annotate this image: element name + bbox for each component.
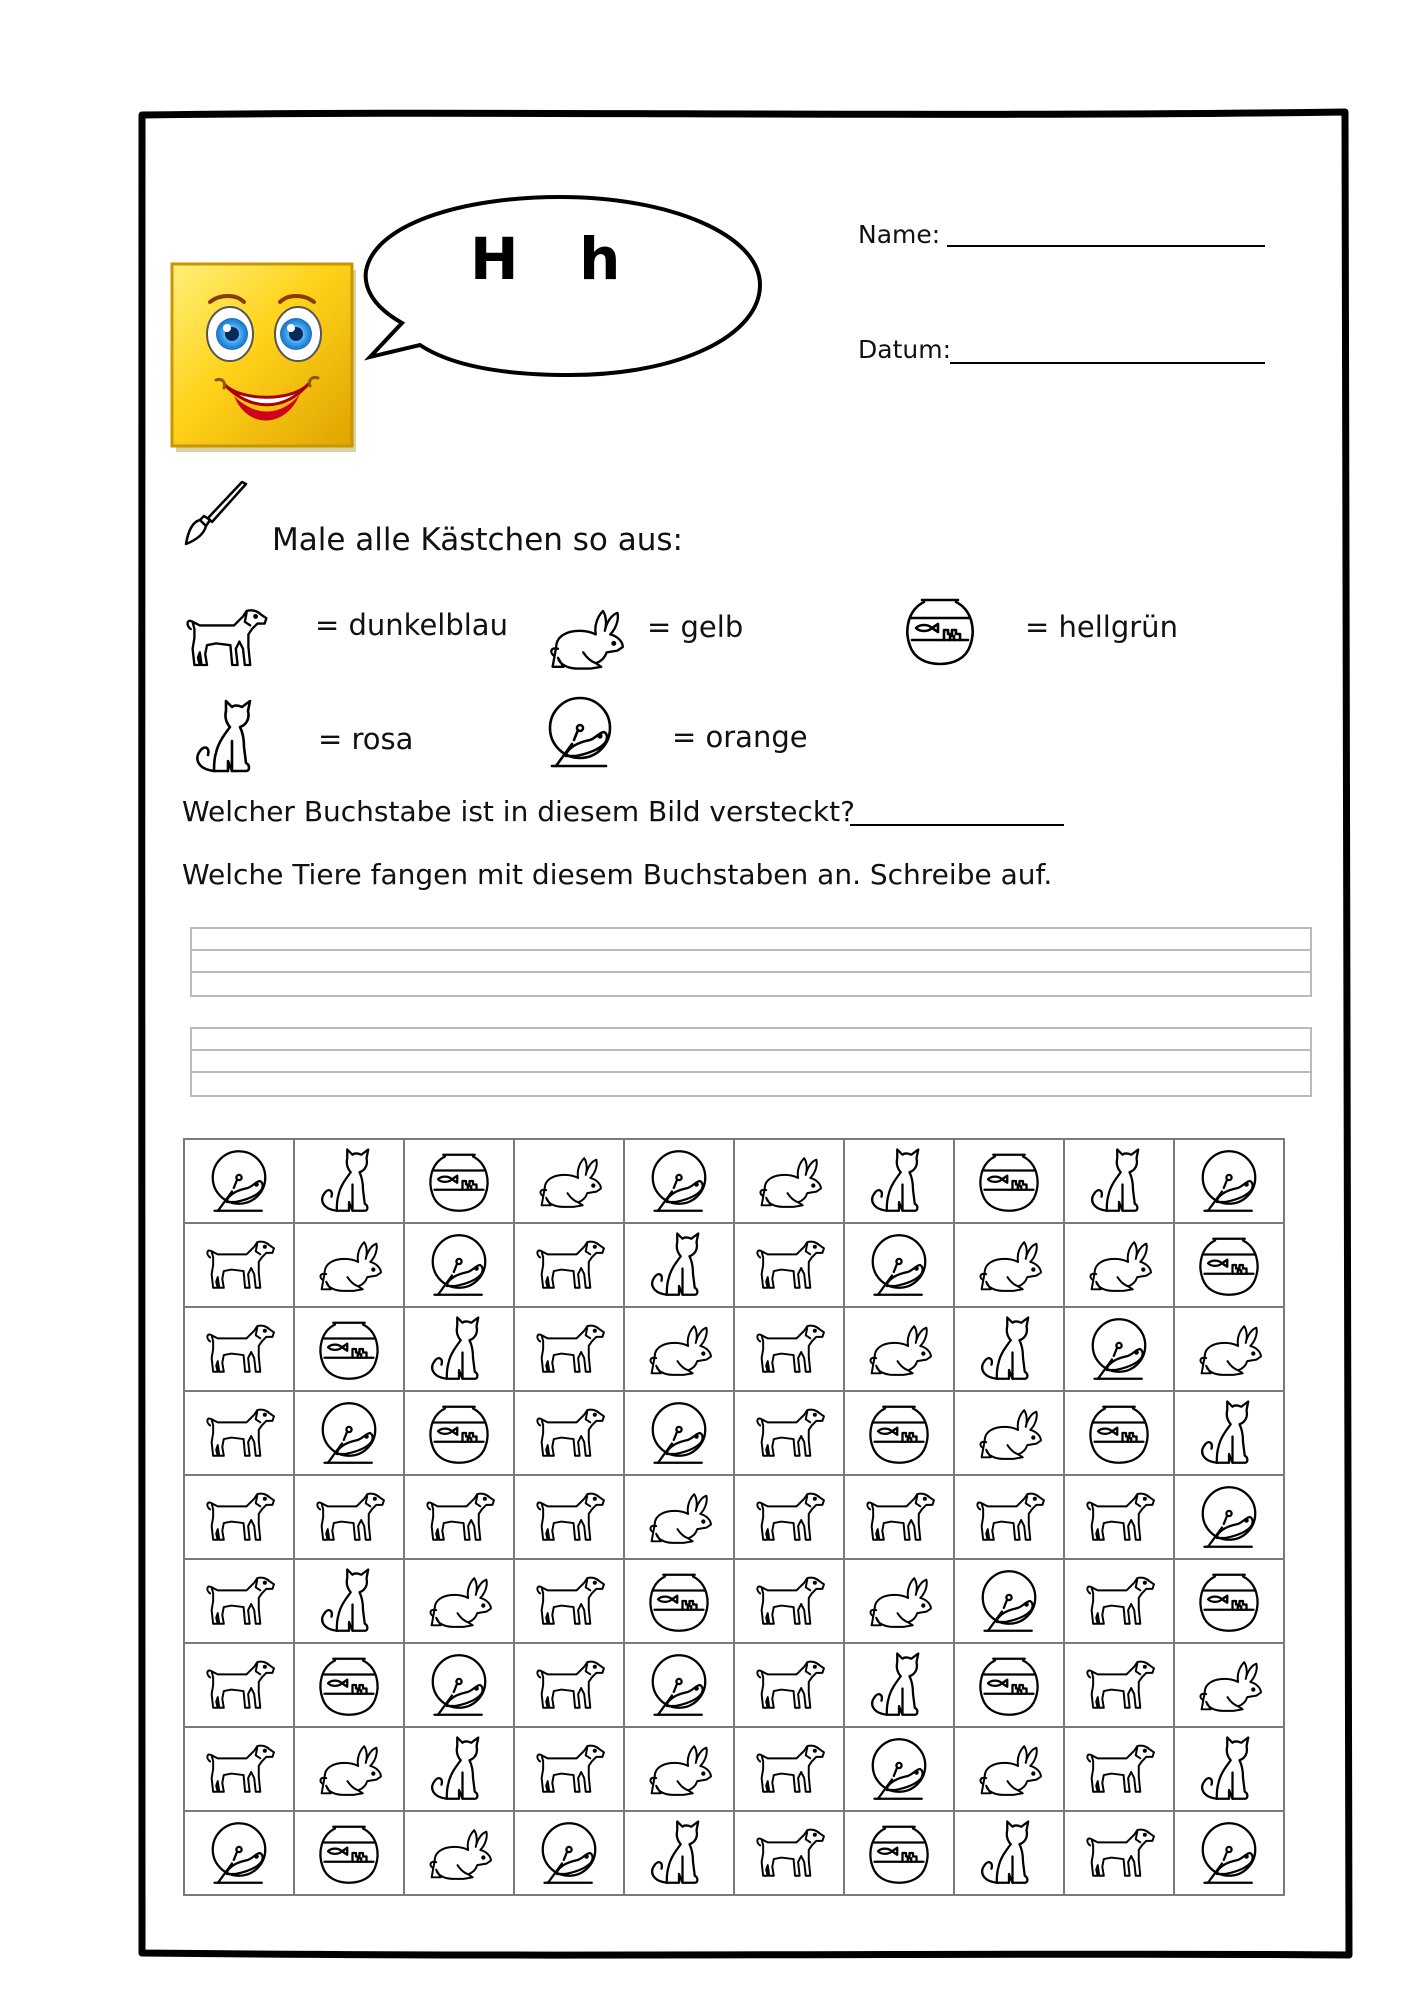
fishbowl-icon <box>311 1314 387 1384</box>
grid-cell-hamster-wheel[interactable] <box>624 1643 734 1727</box>
grid-cell-dog[interactable] <box>1064 1643 1174 1727</box>
grid-cell-hamster-wheel[interactable] <box>404 1643 514 1727</box>
dog-icon <box>751 1650 827 1720</box>
rabbit-icon <box>861 1566 937 1636</box>
grid-cell-fishbowl[interactable] <box>404 1139 514 1223</box>
rabbit-icon <box>1081 1230 1157 1300</box>
grid-cell-dog[interactable] <box>514 1223 624 1307</box>
grid-cell-dog[interactable] <box>954 1475 1064 1559</box>
grid-cell-rabbit[interactable] <box>624 1475 734 1559</box>
cat-icon <box>1191 1734 1267 1804</box>
dog-icon <box>201 1482 277 1552</box>
legend-rabbit-text: = gelb <box>647 610 744 644</box>
cat-icon <box>641 1230 717 1300</box>
cat-icon <box>861 1650 937 1720</box>
rabbit-icon <box>971 1398 1047 1468</box>
cat-icon <box>1081 1146 1157 1216</box>
grid-cell-dog[interactable] <box>1064 1559 1174 1643</box>
rabbit-icon <box>531 1146 607 1216</box>
grid-cell-rabbit[interactable] <box>294 1727 404 1811</box>
grid-cell-dog[interactable] <box>184 1559 294 1643</box>
dog-icon <box>201 1398 277 1468</box>
grid-cell-hamster-wheel[interactable] <box>954 1559 1064 1643</box>
grid-cell-fishbowl[interactable] <box>1174 1223 1284 1307</box>
grid-cell-fishbowl[interactable] <box>1064 1391 1174 1475</box>
grid-cell-dog[interactable] <box>514 1727 624 1811</box>
fishbowl-icon <box>641 1566 717 1636</box>
fishbowl-icon <box>971 1146 1047 1216</box>
grid-cell-fishbowl[interactable] <box>294 1643 404 1727</box>
hamster-wheel-icon <box>971 1566 1047 1636</box>
grid-cell-cat[interactable] <box>954 1307 1064 1391</box>
hamster-wheel-icon <box>1081 1314 1157 1384</box>
rabbit-icon <box>971 1734 1047 1804</box>
grid-cell-dog[interactable] <box>844 1475 954 1559</box>
dog-icon <box>861 1482 937 1552</box>
grid-cell-dog[interactable] <box>184 1475 294 1559</box>
datum-input-line[interactable] <box>950 362 1265 364</box>
grid-cell-hamster-wheel[interactable] <box>624 1139 734 1223</box>
rabbit-icon <box>311 1230 387 1300</box>
rabbit-icon <box>1191 1650 1267 1720</box>
rabbit-icon <box>971 1230 1047 1300</box>
hamster-wheel-icon <box>1191 1482 1267 1552</box>
grid-cell-hamster-wheel[interactable] <box>1064 1307 1174 1391</box>
grid-row <box>184 1391 1284 1475</box>
grid-cell-dog[interactable] <box>1064 1475 1174 1559</box>
hamster-wheel-icon <box>311 1398 387 1468</box>
dog-icon <box>531 1230 607 1300</box>
dog-icon <box>751 1734 827 1804</box>
question-animals: Welche Tiere fangen mit diesem Buchstaben an. Schreibe auf. <box>182 858 1053 891</box>
grid-row <box>184 1307 1284 1391</box>
dog-icon <box>311 1482 387 1552</box>
grid-row <box>184 1643 1284 1727</box>
grid-cell-rabbit[interactable] <box>514 1139 624 1223</box>
grid-cell-rabbit[interactable] <box>1174 1307 1284 1391</box>
hamster-wheel-icon <box>201 1818 277 1888</box>
grid-cell-dog[interactable] <box>404 1475 514 1559</box>
dog-icon <box>531 1734 607 1804</box>
grid-cell-rabbit[interactable] <box>404 1811 514 1895</box>
grid-cell-rabbit[interactable] <box>1064 1223 1174 1307</box>
smiley-mascot-image <box>170 262 360 455</box>
grid-cell-hamster-wheel[interactable] <box>844 1223 954 1307</box>
fishbowl-icon <box>1081 1398 1157 1468</box>
dog-icon <box>201 1230 277 1300</box>
dog-icon <box>201 1650 277 1720</box>
grid-cell-dog[interactable] <box>734 1727 844 1811</box>
grid-cell-dog[interactable] <box>514 1643 624 1727</box>
grid-cell-dog[interactable] <box>734 1811 844 1895</box>
dog-icon <box>180 598 270 678</box>
grid-cell-hamster-wheel[interactable] <box>1174 1811 1284 1895</box>
hamster-wheel-icon <box>421 1650 497 1720</box>
grid-cell-fishbowl[interactable] <box>404 1391 514 1475</box>
grid-cell-hamster-wheel[interactable] <box>844 1727 954 1811</box>
hamster-wheel-icon <box>201 1146 277 1216</box>
grid-cell-dog[interactable] <box>514 1559 624 1643</box>
grid-cell-dog[interactable] <box>514 1391 624 1475</box>
grid-cell-fishbowl[interactable] <box>844 1811 954 1895</box>
fishbowl-icon <box>1191 1230 1267 1300</box>
dog-icon <box>201 1314 277 1384</box>
grid-cell-dog[interactable] <box>734 1475 844 1559</box>
legend-dog-text: = dunkelblau <box>315 608 508 642</box>
grid-row <box>184 1223 1284 1307</box>
grid-cell-dog[interactable] <box>734 1307 844 1391</box>
cat-icon <box>971 1818 1047 1888</box>
grid-cell-cat[interactable] <box>294 1559 404 1643</box>
hamster-wheel-icon <box>861 1734 937 1804</box>
writing-lines-1[interactable] <box>190 927 1312 997</box>
coloring-grid <box>183 1138 1285 1896</box>
dog-icon <box>1081 1482 1157 1552</box>
grid-cell-dog[interactable] <box>184 1391 294 1475</box>
fishbowl-icon <box>1191 1566 1267 1636</box>
dog-icon <box>531 1650 607 1720</box>
grid-cell-cat[interactable] <box>404 1727 514 1811</box>
grid-cell-hamster-wheel[interactable] <box>1174 1475 1284 1559</box>
cat-icon <box>183 697 273 777</box>
grid-row <box>184 1559 1284 1643</box>
grid-cell-fishbowl[interactable] <box>954 1643 1064 1727</box>
grid-cell-dog[interactable] <box>184 1643 294 1727</box>
grid-cell-fishbowl[interactable] <box>844 1391 954 1475</box>
name-input-line[interactable] <box>947 245 1265 247</box>
grid-cell-cat[interactable] <box>954 1811 1064 1895</box>
dog-icon <box>751 1818 827 1888</box>
grid-cell-dog[interactable] <box>1064 1811 1174 1895</box>
fishbowl-icon <box>895 590 985 670</box>
grid-cell-rabbit[interactable] <box>1174 1643 1284 1727</box>
dog-icon <box>531 1314 607 1384</box>
grid-cell-fishbowl[interactable] <box>954 1139 1064 1223</box>
dog-icon <box>751 1566 827 1636</box>
grid-row <box>184 1139 1284 1223</box>
hamster-wheel-icon <box>531 1818 607 1888</box>
answer-line[interactable] <box>850 824 1064 826</box>
grid-cell-cat[interactable] <box>844 1139 954 1223</box>
cat-icon <box>421 1314 497 1384</box>
legend-hamster-text: = orange <box>672 720 808 754</box>
grid-cell-dog[interactable] <box>734 1223 844 1307</box>
cat-icon <box>311 1146 387 1216</box>
writing-lines-2[interactable] <box>190 1027 1312 1097</box>
fishbowl-icon <box>311 1650 387 1720</box>
rabbit-icon <box>421 1566 497 1636</box>
fishbowl-icon <box>311 1818 387 1888</box>
grid-cell-hamster-wheel[interactable] <box>1174 1139 1284 1223</box>
grid-cell-dog[interactable] <box>514 1307 624 1391</box>
fishbowl-icon <box>861 1398 937 1468</box>
grid-cell-fishbowl[interactable] <box>294 1811 404 1895</box>
speech-letters: H h <box>470 225 621 293</box>
hamster-wheel-icon <box>1191 1146 1267 1216</box>
grid-row <box>184 1811 1284 1895</box>
hamster-wheel-icon <box>421 1230 497 1300</box>
rabbit-icon <box>641 1482 717 1552</box>
dog-icon <box>531 1566 607 1636</box>
grid-cell-dog[interactable] <box>514 1475 624 1559</box>
grid-cell-dog[interactable] <box>1064 1727 1174 1811</box>
dog-icon <box>531 1482 607 1552</box>
dog-icon <box>1081 1566 1157 1636</box>
grid-cell-hamster-wheel[interactable] <box>624 1391 734 1475</box>
name-label: Name: <box>858 220 941 249</box>
grid-cell-fishbowl[interactable] <box>624 1559 734 1643</box>
fishbowl-icon <box>421 1146 497 1216</box>
dog-icon <box>1081 1734 1157 1804</box>
hamster-wheel-icon <box>641 1398 717 1468</box>
grid-cell-hamster-wheel[interactable] <box>294 1391 404 1475</box>
rabbit-icon <box>311 1734 387 1804</box>
rabbit-icon <box>1191 1314 1267 1384</box>
dog-icon <box>751 1398 827 1468</box>
grid-cell-rabbit[interactable] <box>734 1139 844 1223</box>
grid-cell-cat[interactable] <box>624 1223 734 1307</box>
grid-cell-cat[interactable] <box>404 1307 514 1391</box>
grid-cell-hamster-wheel[interactable] <box>184 1139 294 1223</box>
dog-icon <box>201 1566 277 1636</box>
grid-cell-dog[interactable] <box>184 1727 294 1811</box>
dog-icon <box>201 1734 277 1804</box>
hamster-wheel-icon <box>1191 1818 1267 1888</box>
grid-cell-rabbit[interactable] <box>624 1727 734 1811</box>
grid-cell-dog[interactable] <box>734 1391 844 1475</box>
grid-cell-cat[interactable] <box>1174 1727 1284 1811</box>
cat-icon <box>421 1734 497 1804</box>
legend-fishbowl-text: = hellgrün <box>1025 610 1178 644</box>
grid-cell-rabbit[interactable] <box>844 1559 954 1643</box>
cat-icon <box>971 1314 1047 1384</box>
dog-icon <box>971 1482 1047 1552</box>
grid-cell-rabbit[interactable] <box>624 1307 734 1391</box>
rabbit-icon <box>641 1734 717 1804</box>
paintbrush-icon <box>182 480 250 548</box>
dog-icon <box>531 1398 607 1468</box>
hamster-wheel-icon <box>641 1146 717 1216</box>
grid-cell-dog[interactable] <box>294 1475 404 1559</box>
grid-cell-hamster-wheel[interactable] <box>184 1811 294 1895</box>
grid-cell-hamster-wheel[interactable] <box>514 1811 624 1895</box>
grid-cell-cat[interactable] <box>294 1139 404 1223</box>
grid-cell-cat[interactable] <box>624 1811 734 1895</box>
grid-cell-fishbowl[interactable] <box>1174 1559 1284 1643</box>
hamster-wheel-icon <box>861 1230 937 1300</box>
grid-cell-rabbit[interactable] <box>294 1223 404 1307</box>
dog-icon <box>1081 1818 1157 1888</box>
dog-icon <box>421 1482 497 1552</box>
rabbit-icon <box>861 1314 937 1384</box>
dog-icon <box>751 1314 827 1384</box>
rabbit-icon <box>540 598 630 678</box>
cat-icon <box>1191 1398 1267 1468</box>
fishbowl-icon <box>971 1650 1047 1720</box>
dog-icon <box>1081 1650 1157 1720</box>
legend-cat-text: = rosa <box>318 722 414 756</box>
grid-cell-rabbit[interactable] <box>954 1391 1064 1475</box>
hamster-wheel-icon <box>535 692 625 772</box>
grid-row <box>184 1475 1284 1559</box>
dog-icon <box>751 1482 827 1552</box>
fishbowl-icon <box>421 1398 497 1468</box>
grid-cell-rabbit[interactable] <box>954 1727 1064 1811</box>
grid-cell-fishbowl[interactable] <box>294 1307 404 1391</box>
cat-icon <box>861 1146 937 1216</box>
datum-label: Datum: <box>858 335 951 364</box>
grid-cell-cat[interactable] <box>1064 1139 1174 1223</box>
cat-icon <box>311 1566 387 1636</box>
grid-cell-dog[interactable] <box>734 1559 844 1643</box>
grid-cell-cat[interactable] <box>1174 1391 1284 1475</box>
hamster-wheel-icon <box>641 1650 717 1720</box>
grid-cell-cat[interactable] <box>844 1643 954 1727</box>
grid-cell-rabbit[interactable] <box>844 1307 954 1391</box>
grid-cell-dog[interactable] <box>184 1307 294 1391</box>
question-hidden-letter: Welcher Buchstabe ist in diesem Bild versteckt? <box>182 795 855 828</box>
instruction-text: Male alle Kästchen so aus: <box>272 522 683 558</box>
rabbit-icon <box>751 1146 827 1216</box>
cat-icon <box>641 1818 717 1888</box>
dog-icon <box>751 1230 827 1300</box>
fishbowl-icon <box>861 1818 937 1888</box>
grid-cell-rabbit[interactable] <box>404 1559 514 1643</box>
rabbit-icon <box>421 1818 497 1888</box>
grid-cell-rabbit[interactable] <box>954 1223 1064 1307</box>
rabbit-icon <box>641 1314 717 1384</box>
grid-cell-hamster-wheel[interactable] <box>404 1223 514 1307</box>
grid-cell-dog[interactable] <box>734 1643 844 1727</box>
grid-cell-dog[interactable] <box>184 1223 294 1307</box>
grid-row <box>184 1727 1284 1811</box>
